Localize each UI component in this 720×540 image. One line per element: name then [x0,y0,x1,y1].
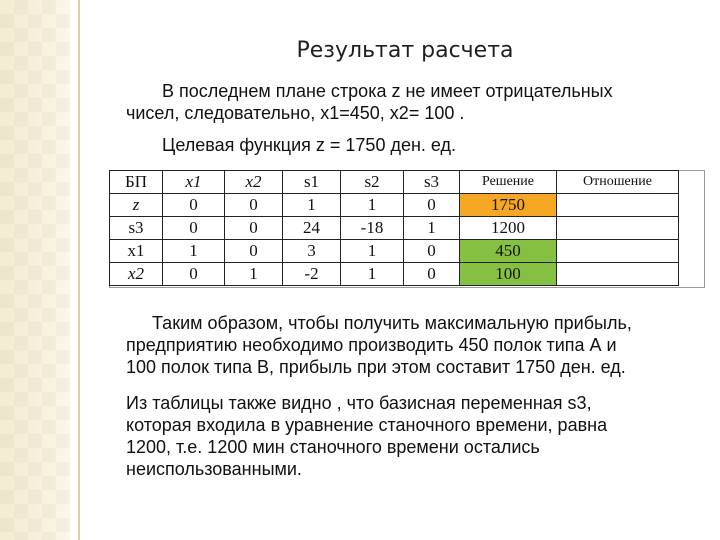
table-cell: 0 [225,240,283,263]
table-cell: 3 [283,240,341,263]
paragraph-conclusion [126,312,696,378]
table-cell: -2 [283,263,341,286]
table-cell: 0 [163,263,225,286]
table-cell: z [110,194,163,217]
table-cell: -18 [341,217,404,240]
slide-title: Результат расчета [296,38,514,63]
solution-cell: 100 [460,263,557,286]
header-cell: s1 [283,171,341,194]
header-cell: Решение [460,171,557,194]
ratio-cell [557,263,679,286]
table-cell: 1 [341,194,404,217]
table-cell: 24 [283,217,341,240]
simplex-table [109,170,679,286]
paragraph-line: 1200, т.е. 1200 мин станочного времени остались [126,437,540,457]
paragraph-line: предприятию необходимо производить 450 полок типа А и [126,335,617,355]
paragraph-line: неиспользованными. [126,459,302,479]
ratio-cell [557,194,679,217]
header-cell: x1 [163,171,225,194]
solution-cell: 1200 [460,217,557,240]
header-cell: БП [110,171,163,194]
table-cell: 1 [163,240,225,263]
header-cell: Отношение [557,171,679,194]
paragraph-line: чисел, следовательно, x1=450, x2= 100 . [126,103,465,123]
table-cell: 0 [163,194,225,217]
table-cell: 1 [225,263,283,286]
table-cell: 0 [163,217,225,240]
table-cell: 0 [225,194,283,217]
table-cell: x1 [110,240,163,263]
paragraph-slack-variable [126,392,696,480]
paragraph-objective-function: Целевая функция z = 1750 ден. ед. [162,135,457,155]
table-cell: 1 [341,240,404,263]
table-cell: s3 [110,217,163,240]
paragraph-line: Из таблицы также видно , что базисная переменная s3, [126,393,592,413]
header-cell: s3 [404,171,460,194]
solution-cell: 450 [460,240,557,263]
decorative-left-border [78,0,80,540]
table-row [110,194,679,217]
table-row [110,240,679,263]
header-cell: s2 [341,171,404,194]
table-cell: 1 [404,217,460,240]
paragraph-line: которая входила в уравнение станочного времени, равна [126,415,608,435]
table-cell: 0 [404,194,460,217]
table-cell: 1 [283,194,341,217]
ratio-cell [557,217,679,240]
table-row [110,263,679,286]
paragraph-line: 100 полок типа В, прибыль при этом составит 1750 ден. ед. [126,357,626,377]
paragraph-plan-result [126,80,696,124]
table-cell: 1 [341,263,404,286]
decorative-left-band [0,0,70,540]
paragraph-line: Таким образом, чтобы получить максимальную прибыль, [152,313,632,333]
table-header-row [110,171,679,194]
ratio-cell [557,240,679,263]
paragraph-line: В последнем плане строка z не имеет отрицательных [162,81,613,101]
solution-cell: 1750 [460,194,557,217]
table-cell: x2 [110,263,163,286]
table-cell: 0 [404,240,460,263]
table-cell: 0 [404,263,460,286]
table-row [110,217,679,240]
table-cell: 0 [225,217,283,240]
header-cell: x2 [225,171,283,194]
